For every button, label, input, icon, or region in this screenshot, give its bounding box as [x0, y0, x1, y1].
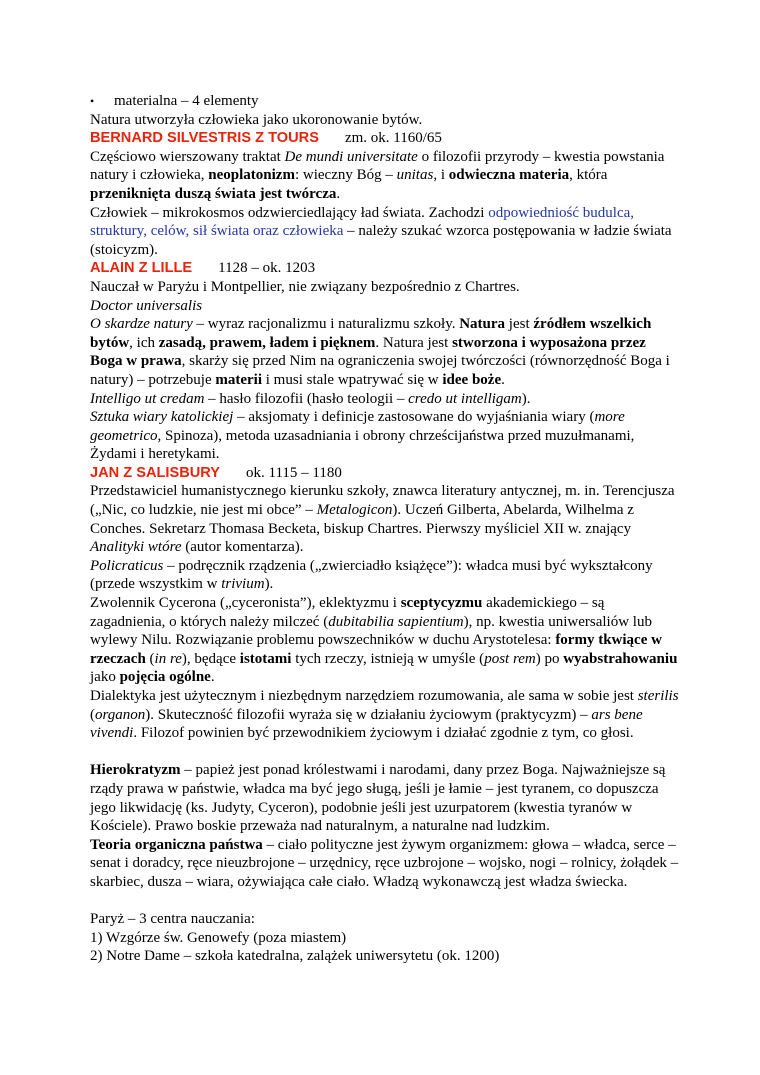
paragraph-jan-4: Dialektyka jest użytecznym i niezbędnym narzędziem rozumowania, ale sama w sobie jest sterilis (organon). Skuteczność filozofii wyraża się w działaniu życiowym (praktycyzm) – ars bene vivendi. Filozof powinien być przewodnikiem życiowym i działać zgodnie z tym, co głosi.	[90, 688, 679, 742]
paragraph-alain-3: O skardze natury – wyraz racjonalizmu i naturalizmu szkoły. Natura jest źródłem wszelkich bytów, ich zasadą, prawem, ładem i pięknem. Natura jest stworzona i wyposażona przez Boga w prawa, skarży się przed Nim na ograniczenia swojej twórczości (równorzędność Boga i natury) – potrzebuje materii i musi stale wpatrywać się w idee boże.	[90, 316, 670, 388]
heading-alain-name: ALAIN Z LILLE	[90, 260, 193, 277]
bullet-item	[90, 92, 680, 111]
highlight-blue: odpowiedniość budulca, struktury, celów, sił świata oraz człowieka	[90, 204, 635, 240]
heading-jan	[90, 464, 680, 483]
heading-jan-name: JAN Z SALISBURY	[90, 464, 221, 481]
bullet-icon: •	[90, 94, 95, 108]
paragraph-hierokratyzm: Hierokratyzm – papież jest ponad królestwami i narodami, dany przez Boga. Najważniejsze są rządy prawa w państwie, władca ma być jego sługą, jeśli je łamie – jest tyranem, co dopuszcza jego likwidację (ks. Judyty, Cyceron), podobnie jeśli jest uzurpatorem (kwestia tyranów w Kościele). Prawo boskie przeważa nad naturalnym, a naturalne nad ludzkim.	[90, 762, 666, 835]
paragraph-bernard-2: Człowiek – mikrokosmos odzwierciedlający ład świata. Zachodzi odpowiedniość budulca, struktury, celów, sił świata oraz człowieka – należy szukać wzorca postępowania w ładzie świata (stoicyzm).	[90, 204, 672, 258]
paragraph-jan-1: Przedstawiciel humanistycznego kierunku szkoły, znawca literatury antycznej, m. in. Terencjusza („Nic, co ludzkie, nie jest mi obce” – Metalogicon). Uczeń Gilberta, Abelarda, Wilhelma z Conches. Sekretarz Thomasa Becketa, biskup Chartres. Pierwszy myśliciel XII w. znający Analityki wtóre (autor komentarza).	[90, 483, 675, 556]
heading-alain	[90, 259, 680, 278]
paragraph-bernard-1: Częściowo wierszowany traktat De mundi universitate o filozofii przyrody – kwestia powstania natury i człowieka, neoplatonizm: wieczny Bóg – unitas, i odwieczna materia, która przeniknięta duszą świata jest twórcza.	[90, 148, 665, 202]
paragraph-alain-4: Intelligo ut credam – hasło filozofii (hasło teologii – credo ut intelligam).	[90, 390, 531, 407]
paragraph-alain-2: Doctor universalis	[90, 297, 203, 314]
paragraph-jan-2: Policraticus – podręcznik rządzenia („zwierciadło książęce”): władca musi być wykształcony (przede wszystkim w trivium).	[90, 557, 653, 593]
paryz-item-1: 1) Wzgórze św. Genowefy (poza miastem)	[90, 929, 347, 946]
paragraph-teoria: Teoria organiczna państwa – ciało polityczne jest żywym organizmem: głowa – władca, serce – senat i doradcy, ręce nieuzbrojone – urzędnicy, ręce uzbrojone – wojsko, nogi – rolnicy, żołądek – skarbiec, dusza – wiara, ożywiająca całe ciało. Władzą wykonawczą jest władza świecka.	[90, 836, 679, 890]
spacer	[90, 743, 680, 762]
paragraph-alain-5: Sztuka wiary katolickiej – aksjomaty i definicje zastosowane do wyjaśniania wiary (more geometrico, Spinoza), metoda uzasadniania i obrony chrześcijaństwa przed muzułmanami, Żydami i heretykami.	[90, 409, 635, 463]
heading-bernard-date: zm. ok. 1160/65	[344, 130, 442, 147]
document-page	[90, 92, 680, 966]
heading-alain-date: 1128 – ok. 1203	[218, 260, 316, 277]
heading-bernard-name: BERNARD SILVESTRIS Z TOURS	[90, 130, 319, 147]
paragraph-jan-3: Zwolennik Cycerona („cyceronista”), eklektyzmu i sceptycyzmu akademickiego – są zagadnienia, o których należy milczeć (dubitabilia sapientium), np. kwestia uniwersaliów lub wylewy Nilu. Rozwiązanie problemu powszechników w duchu Arystotelesa: formy tkwiące w rzeczach (in re), będące istotami tych rzeczy, istnieją w umyśle (post rem) po wyabstrahowaniu jako pojęcia ogólne.	[90, 595, 678, 686]
spacer	[90, 892, 680, 911]
paragraph-alain-1: Nauczał w Paryżu i Montpellier, nie związany bezpośrednio z Chartres.	[90, 278, 520, 295]
paryz-item-2: 2) Notre Dame – szkoła katedralna, zalążek uniwersytetu (ok. 1200)	[90, 948, 500, 965]
heading-jan-date: ok. 1115 – 1180	[246, 464, 342, 481]
heading-bernard	[90, 129, 680, 148]
paryz-title: Paryż – 3 centra nauczania:	[90, 911, 255, 928]
paragraph-natura: Natura utworzyła człowieka jako ukoronowanie bytów.	[90, 111, 423, 128]
bullet-text: materialna – 4 elementy	[114, 93, 259, 109]
